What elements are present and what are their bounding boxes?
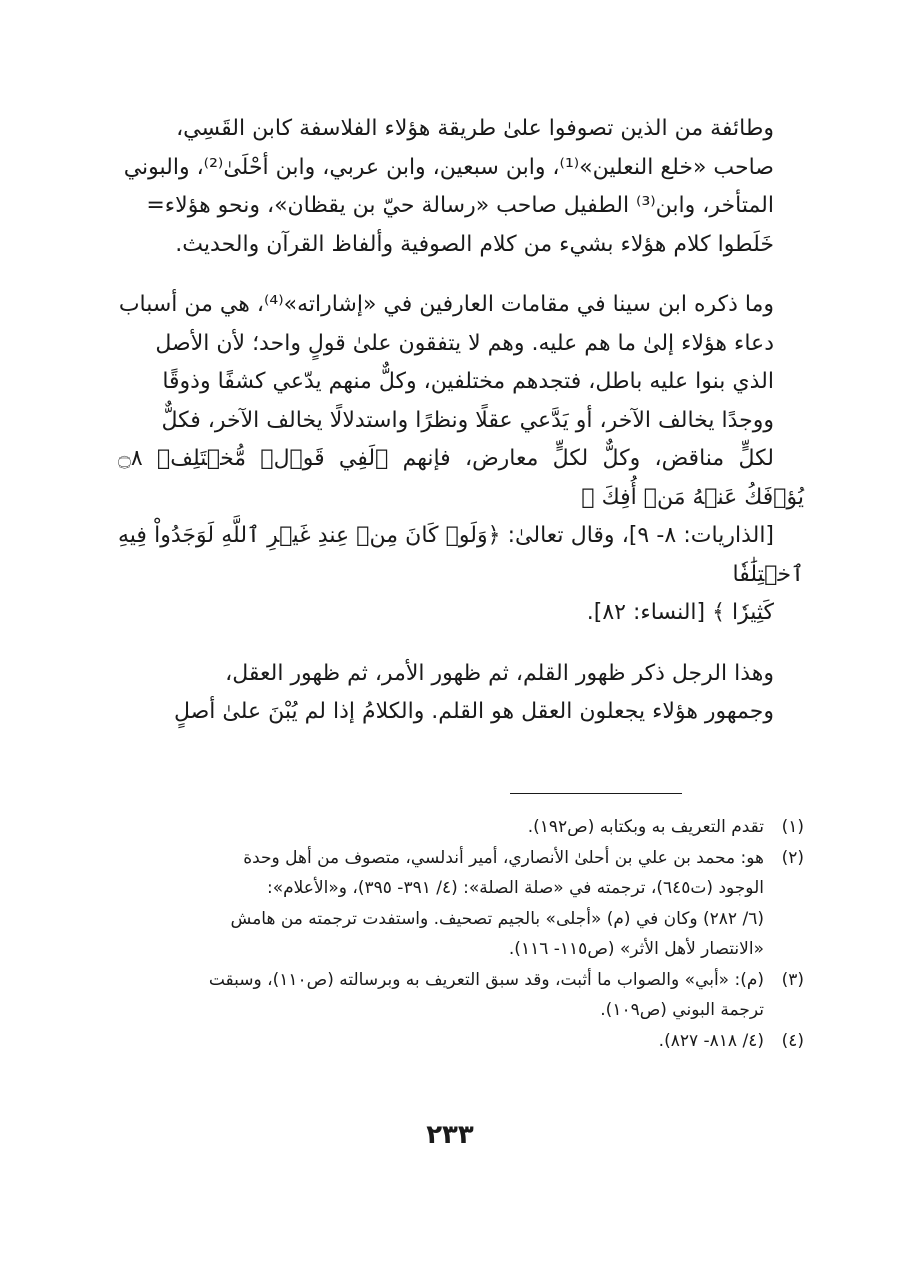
footnote-line: ترجمة البوني (ص١٠٩). [600, 1000, 764, 1020]
text-line: الذي بنوا عليه باطل، فتجدهم مختلفين، وكلٌّ منهم يدّعي كشفًا وذوقًا [162, 369, 774, 394]
footnote-1 [118, 812, 804, 843]
paragraph-3 [118, 655, 804, 732]
text-line: المتأخر، وابن⁽³⁾ الطفيل صاحب «رسالة حيّ بن يقظان»، ونحو هؤلاء= [146, 193, 774, 218]
footnote-4 [118, 1026, 804, 1057]
text-line: وهذا الرجل ذكر ظهور القلم، ثم ظهور الأمر، ثم ظهور العقل، [225, 660, 774, 686]
text-line: دعاء هؤلاء إلىٰ ما هم عليه. وهم لا يتفقون علىٰ قولٍ واحد؛ لأن الأصل [155, 330, 774, 356]
footnote-line: (م): «أبي» والصواب ما أثبت، وقد سبق التعريف به وبرسالته (ص١١٠)، وسبقت [208, 969, 764, 990]
footnote-number: (٣) [781, 969, 804, 990]
footnote-number: (١) [781, 817, 804, 837]
footnote-3 [118, 965, 804, 1026]
footnote-line: تقدم التعريف به وبكتابه (ص١٩٢). [527, 817, 764, 837]
footnote-line: هو: محمد بن علي بن أحلىٰ الأنصاري، أمير أندلسي، متصوف من أهل وحدة [243, 847, 764, 868]
footnote-line: (٤/ ٨١٨- ٨٢٧). [658, 1030, 764, 1051]
footnote-text [118, 843, 764, 965]
text-line: وجمهور هؤلاء يجعلون العقل هو القلم. والكلامُ إذا لم يُبْنَ علىٰ أصلٍ [173, 699, 774, 724]
footnote-text [118, 812, 764, 843]
text-line: وطائفة من الذين تصوفوا علىٰ طريقة هؤلاء الفلاسفة كابن القَسِي، [176, 116, 774, 141]
footnote-text [118, 1026, 764, 1057]
main-text [118, 110, 804, 754]
text-line: خَلَطوا كلام هؤلاء بشيء من كلام الصوفية وألفاظ القرآن والحديث. [175, 231, 774, 257]
text-line: كَثِيرٗا ﴾ [النساء: ٨٢]. [586, 600, 774, 625]
text-line: لكلٍّ مناقض، وكلٌّ لكلٍّ معارض، فإنهم ﴿لَفِي قَوۡلٖ مُّخۡتَلِفٖ ۝٨ يُؤۡفَكُ عَنۡهُ مَنۡ أُفِكَ ﴾ [118, 446, 804, 510]
paragraph-2 [118, 286, 804, 633]
text-line: [الذاريات: ٨- ٩]، وقال تعالىٰ: ﴿وَلَوۡ كَانَ مِنۡ عِندِ غَيۡرِ ٱللَّهِ لَوَجَدُواْ فِيهِ ٱخۡتِلَٰفٗا [118, 523, 804, 587]
text-line: صاحب «خلع النعلين»⁽¹⁾، وابن سبعين، وابن عربي، وابن أحْلَىٰ⁽²⁾، والبوني [123, 154, 774, 180]
footnote-2 [118, 843, 804, 965]
footnote-line: الوجود (ت٦٤٥)، ترجمته في «صلة الصلة»: (٤/ ٣٩١- ٣٩٥)، و«الأعلام»: [267, 878, 764, 898]
footnote-line: «الانتصار لأهل الأثر» (ص١١٥- ١١٦). [508, 939, 764, 959]
paragraph-1 [118, 110, 804, 264]
footnote-number: (٤) [781, 1030, 804, 1051]
footnotes [118, 812, 804, 1056]
footnote-line: (٦/ ٢٨٢) وكان في (م) «أجلى» بالجيم تصحيف. واستفدت ترجمته من هامش [230, 908, 764, 929]
footnote-number: (٢) [781, 847, 804, 868]
footnote-text [118, 965, 764, 1026]
page-number: ٢٣٣ [426, 1120, 474, 1150]
text-line: وما ذكره ابن سينا في مقامات العارفين في «إشاراته»⁽⁴⁾، هي من أسباب [118, 292, 774, 317]
text-line: ووجدًا يخالف الآخر، أو يَدَّعي عقلًا ونظرًا واستدلالًا يخالف الآخر، فكلٌّ [161, 407, 774, 433]
footnote-separator [510, 793, 682, 794]
